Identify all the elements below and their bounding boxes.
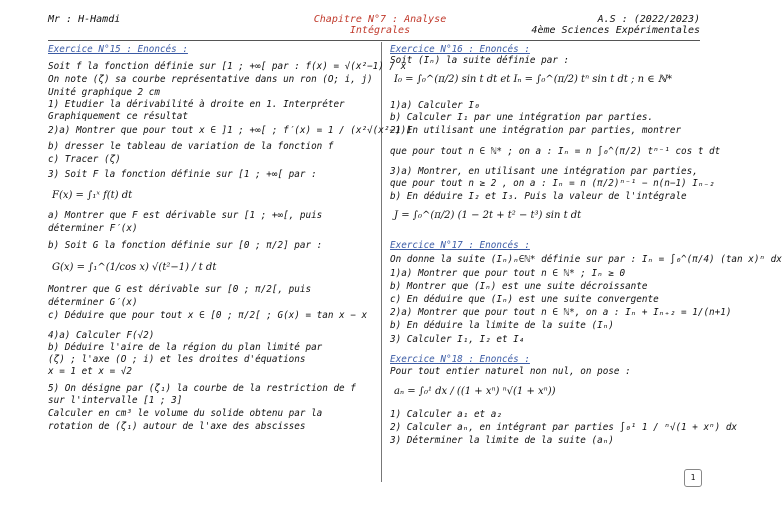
text-line: 2)a) Montrer que pour tout n ∈ ℕ*, on a : Iₙ + Iₙ₊₂ = 1/(n+1)	[390, 307, 732, 318]
equation: J = ∫₀^(π/2) (1 − 2t + t² − t³) sin t dt	[394, 210, 582, 221]
text-line: (ζ) ; l'axe (O ; i) et les droites d'équations	[48, 354, 306, 365]
chapter-subtitle: Intégrales	[349, 25, 411, 36]
text-line: que pour tout n ≥ 2 , on a : Iₙ = n (π/2)ⁿ⁻¹ − n(n−1) Iₙ₋₂	[390, 178, 715, 189]
exercise-title: Exercice N°17 : Enoncés :	[390, 240, 530, 251]
school-info	[531, 14, 700, 36]
text-line: 1)a) Montrer que pour tout n ∈ ℕ* ; Iₙ ≥ 0	[390, 268, 626, 279]
text-line: sur l'intervalle [1 ; 3]	[48, 395, 183, 406]
text-line: c) Déduire que pour tout x ∈ [0 ; π/2[ ; G(x) = tan x − x	[48, 310, 368, 321]
text-line: On note (ζ) sa courbe représentative dans un ron (O; i, j)	[48, 74, 373, 85]
school-year: A.S : (2022/2023)	[597, 14, 700, 25]
text-line: c) En déduire que (Iₙ) est une suite convergente	[390, 294, 659, 305]
text-line: 4)a) Calculer F(√2)	[48, 330, 155, 341]
text-line: 3) Soit F la fonction définie sur [1 ; +∞[ par :	[48, 169, 317, 180]
text-line: b) Soit G la fonction définie sur [0 ; π/2] par :	[48, 240, 323, 251]
text-line: b) En déduire I₂ et I₃. Puis la valeur de l'intégrale	[390, 191, 687, 202]
text-line: 2)a) Montrer que pour tout x ∈ ]1 ; +∞[ ; f′(x) = 1 / (x²√(x²−1))	[48, 125, 412, 136]
text-line: 3) Déterminer la limite de la suite (aₙ)	[390, 435, 614, 446]
text-line: x = 1 et x = √2	[48, 366, 132, 377]
text-line: Graphiquement ce résultat	[48, 111, 188, 122]
text-line: 1) Etudier la dérivabilité à droite en 1. Interpréter	[48, 99, 345, 110]
text-line: Calculer en cm³ le volume du solide obtenu par la	[48, 408, 323, 419]
text-line: 3)a) Montrer, en utilisant une intégration par parties,	[390, 166, 698, 177]
text-line: rotation de (ζ₁) autour de l'axe des abscisses	[48, 421, 306, 432]
text-line: 1) Calculer a₁ et a₂	[390, 409, 502, 420]
equation: aₙ = ∫₀¹ dx / ((1 + xⁿ) ⁿ√(1 + xⁿ))	[394, 386, 556, 397]
text-line: b) Calculer I₁ par une intégration par parties.	[390, 112, 654, 123]
text-line: 5) On désigne par (ζ₁) la courbe de la restriction de f	[48, 383, 356, 394]
equation: I₀ = ∫₀^(π/2) sin t dt et Iₙ = ∫₀^(π/2) tⁿ sin t dt ; n ∈ ℕ*	[394, 74, 672, 85]
class-label: 4ème Sciences Expérimentales	[531, 25, 700, 36]
author: Mr : H-Hamdi	[48, 14, 121, 25]
column-divider	[381, 42, 382, 482]
chapter-title	[300, 14, 460, 36]
text-line: Unité graphique 2 cm	[48, 87, 160, 98]
text-line: On donne la suite (Iₙ)ₙ∈ℕ* définie sur par : Iₙ = ∫₀^(π/4) (tan x)ⁿ dx	[390, 254, 782, 265]
text-line: b) En déduire la limite de la suite (Iₙ)	[390, 320, 614, 331]
text-line: 3) Calculer I₁, I₂ et I₄	[390, 334, 525, 345]
text-line: 2) Calculer aₙ, en intégrant par parties ∫₀¹ 1 / ⁿ√(1 + xⁿ) dx	[390, 422, 738, 433]
header-divider	[48, 40, 700, 41]
text-line: Soit (Iₙ) la suite définie par :	[390, 55, 570, 66]
text-line: Pour tout entier naturel non nul, on pose :	[390, 366, 631, 377]
text-line: que pour tout n ∈ ℕ* ; on a : Iₙ = n ∫₀^(π/2) tⁿ⁻¹ cos t dt	[390, 146, 721, 157]
page-number: 1	[684, 469, 702, 487]
chapter-line: Chapitre N°7 : Analyse	[313, 14, 447, 25]
exercise-title: Exercice N°16 : Enoncés :	[390, 44, 530, 55]
text-line: b) Déduire l'aire de la région du plan limité par	[48, 342, 323, 353]
text-line: Soit f la fonction définie sur [1 ; +∞[ par : f(x) = √(x²−1) / x	[48, 61, 407, 72]
text-line: Montrer que G est dérivable sur [0 ; π/2[, puis	[48, 284, 312, 295]
exercise-title: Exercice N°15 : Enoncés :	[48, 44, 188, 55]
text-line: b) dresser le tableau de variation de la fonction f	[48, 141, 334, 152]
text-line: 2) En utilisant une intégration par parties, montrer	[390, 125, 682, 136]
exercise-title: Exercice N°18 : Enoncés :	[390, 354, 530, 365]
text-line: déterminer G′(x)	[48, 297, 138, 308]
equation: F(x) = ∫₁ˣ f(t) dt	[52, 190, 133, 201]
text-line: c) Tracer (ζ)	[48, 154, 121, 165]
text-line: 1)a) Calculer I₀	[390, 100, 480, 111]
text-line: déterminer F′(x)	[48, 223, 138, 234]
equation: G(x) = ∫₁^(1/cos x) √(t²−1) / t dt	[52, 262, 217, 273]
text-line: a) Montrer que F est dérivable sur [1 ; +∞[, puis	[48, 210, 323, 221]
text-line: b) Montrer que (Iₙ) est une suite décroissante	[390, 281, 648, 292]
